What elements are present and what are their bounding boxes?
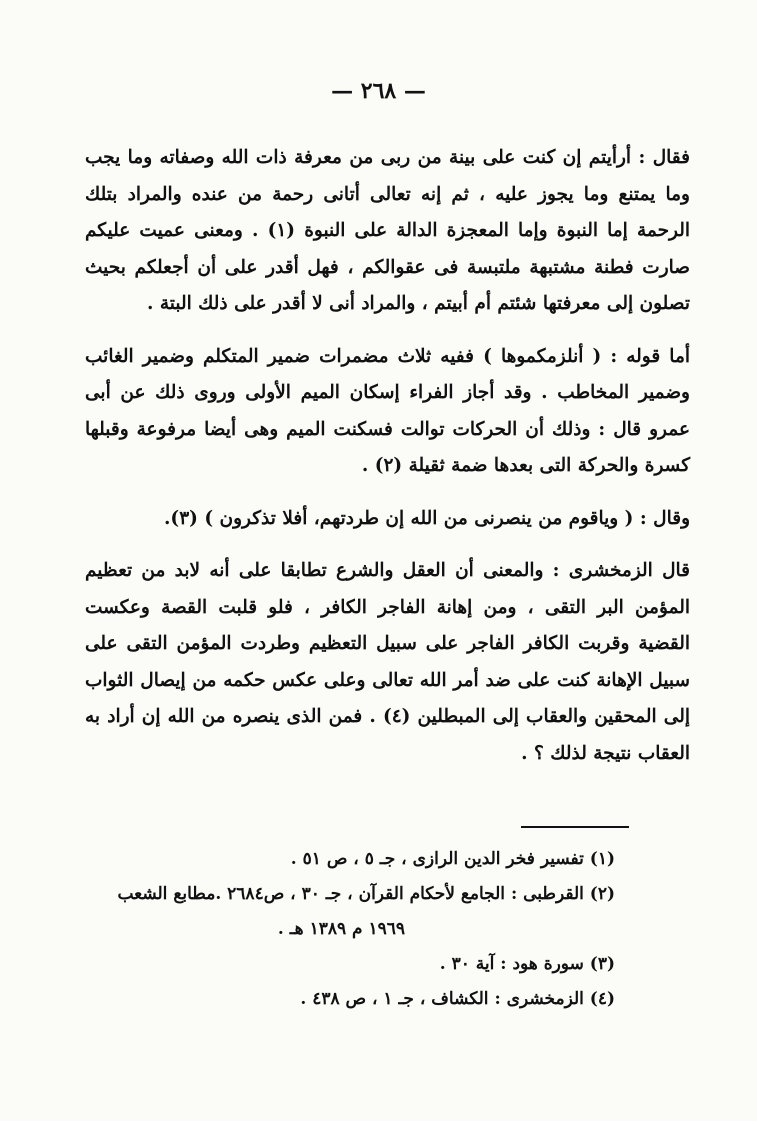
footnote-2: (٢) القرطبى : الجامع لأحكام القرآن ، جـ ٣٠ ، ص٢٦٨٤ .مطابع الشعب: [117, 884, 615, 904]
paragraph-2: أما قوله : ( أنلزمكموها ) ففيه ثلاث مضمرات ضمير المتكلم وضمير الغائب وضمير المخاطب . وقد أجاز الفراء إسكان الميم الأولى وروى ذلك عن أبى عمرو قال : وذلك أن الحركات توالت فسكنت الميم وهى أيضا مرفوعة وقبلها كسرة والحركة التى بعدها ضمة ثقيلة (٢) .: [85, 345, 690, 476]
main-text: [85, 140, 690, 772]
footnote-2-continuation: ١٩٦٩ م ١٣٨٩ هـ .: [277, 919, 405, 939]
paragraph-3: وقال : ( وياقوم من ينصرنى من الله إن طردتهم، أفلا تذكرون ) (٣).: [163, 507, 690, 529]
footnotes: [95, 842, 615, 1017]
page-number: — ٢٦٨ —: [331, 78, 426, 104]
paragraph-4: قال الزمخشرى : والمعنى أن العقل والشرع تطابقا على أنه لابد من تعظيم المؤمن البر التقى ، ومن إهانة الفاجر الكافر ، فلو قلبت القصة وعكست القضية وقربت الكافر الفاجر على سبيل التعظيم وطردت المؤمن التقى على سبيل الإهانة كنت على ضد أمر الله تعالى وعلى عكس حكمه من إيصال الثواب إلى المحقين والعقاب إلى المبطلين (٤) . فمن الذى ينصره من الله إن أراد به العقاب نتيجة لذلك ؟ .: [85, 560, 690, 764]
paragraph-1: فقال : أرأيتم إن كنت على بينة من ربى من معرفة ذات الله وصفاته وما يجب وما يمتنع وما يجوز عليه ، ثم إنه تعالى أتانى رحمة من عنده والمراد بتلك الرحمة إما النبوة وإما المعجزة الدالة على النبوة (١) . ومعنى عميت عليكم صارت فطنة مشتبهة ملتبسة فى عقوالكم ، فهل أقدر على أن أجعلكم بحيث تصلون إلى معرفتها شئتم أم أبيتم ، والمراد أنى لا أقدر على ذلك البتة .: [85, 147, 690, 314]
footnote-3: (٣) سورة هود : آية ٣٠ .: [439, 954, 615, 974]
footnote-4: (٤) الزمخشرى : الكشاف ، جـ ١ ، ص ٤٣٨ .: [300, 989, 615, 1009]
footnote-separator: [521, 826, 629, 828]
footnote-1: (١) تفسير فخر الدين الرازى ، جـ ٥ ، ص ٥١ .: [290, 849, 615, 869]
